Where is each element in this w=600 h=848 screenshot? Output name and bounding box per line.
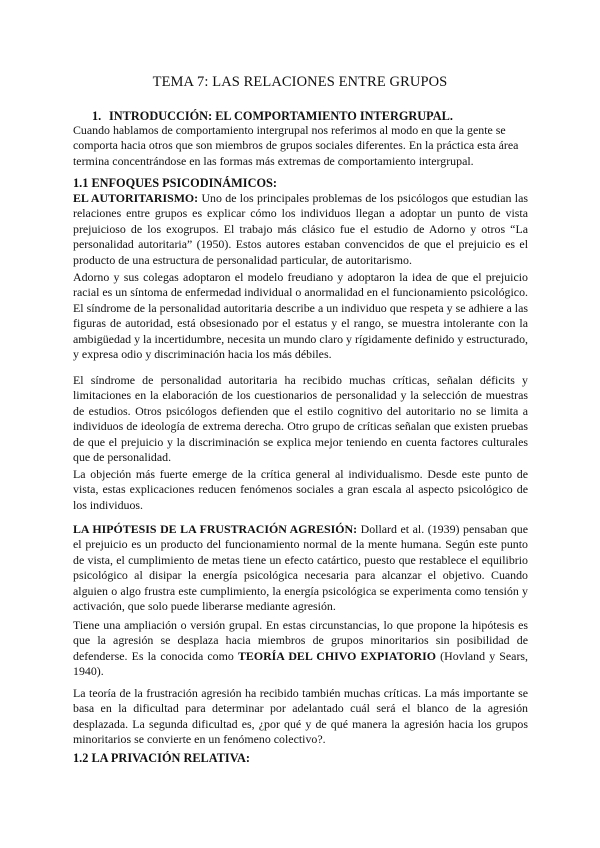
intro-heading-number: 1. (92, 109, 102, 123)
intro-heading (92, 109, 453, 124)
autoritarismo-label: EL AUTORITARISMO: (73, 191, 199, 205)
adorno-paragraph: Adorno y sus colegas adoptaron el modelo freudiano y adoptaron la idea de que el prejuicio racial es un síntoma de enfermedad individual o anormalidad en el funcionamiento psicológico. El síndrome de la personalidad autoritaria describe a un individuo que respeta y se adhiere a las figuras de autoridad, está obsesionado por el estatus y el rango, se muestra intolerante con la ambigüedad y la incertidumbre, necesita un mundo claro y rígidamente definido y estructurado, y expresa odio y discriminación hacia los más débiles. (73, 270, 528, 362)
chivo-text-b: (Hovland y Sears, 1940). (73, 648, 528, 679)
autoritarismo-paragraph (73, 191, 528, 268)
intro-heading-text: INTRODUCCIÓN: EL COMPORTAMIENTO INTERGRUPAL. (109, 109, 453, 123)
section-1-2-heading: 1.2 LA PRIVACIÓN RELATIVA: (73, 751, 250, 765)
autoritarismo-text: Uno de los principales problemas de los psicólogos que estudian las relaciones entre grupos es explicar cómo los individuos llegan a adoptar un punto de vista prejuicioso de los exogrupos. El trabajo más clásico fue el estudio de Adorno y otros “La personalidad autoritaria” (1950). Estos autores estaban convencidos de que el prejuicio es el producto de una estructura de personalidad particular, de autoritarismo. (73, 191, 528, 267)
intro-paragraph: Cuando hablamos de comportamiento intergrupal nos referimos al modo en que la gente se comporta hacia otros que son miembros de grupos sociales diferentes. En la práctica esta área termina concentrándose en las formas más extremas de comportamiento intergrupal. (73, 123, 519, 168)
individualismo-paragraph: La objeción más fuerte emerge de la crítica general al individualismo. Desde este punto de vista, estas explicaciones reducen fenómenos sociales a gran escala al aspecto psicológico de los individuos. (73, 467, 528, 512)
chivo-text-a: Tiene una ampliación o versión grupal. En estas circunstancias, lo que propone la hipótesis es que la agresión se desplaza hacia miembros de grupos minoritarios sin posibilidad de defenderse. Es la conocida como (73, 618, 528, 663)
frustracion-text: Dollard et al. (1939) pensaban que el prejuicio es un producto del funcionamiento normal de la mente humana. Según este punto de vista, el cumplimiento de metas tiene un efecto catártico, puesto que restablece el equilibrio psicológico al disipar la energía psicológica necesaria para alcanzar el objetivo. Cuando alguien o algo frustra este cumplimiento, la energía psicológica se experimenta como tensión y activación, que solo puede liberarse mediante agresión. (73, 522, 528, 614)
criticas-frustracion-paragraph: La teoría de la frustración agresión ha recibido también muchas críticas. La más importante se basa en la dificultad para determinar por adelantado cuál será el blanco de la agresión desplazada. La segunda dificultad es, ¿por qué y de qué manera la agresión hacia los grupos minoritarios se convierte en un fenómeno colectivo?. (73, 686, 528, 747)
document-title: TEMA 7: LAS RELACIONES ENTRE GRUPOS (152, 74, 448, 90)
criticas-paragraph: El síndrome de personalidad autoritaria ha recibido muchas críticas, señalan déficits y limitaciones en la elaboración de los cuestionarios de personalidad y la selección de muestras de estudios. Otros psicólogos defienden que el estilo cognitivo del autoritario no se limita a individuos de ideología de extrema derecha. Otro grupo de críticas señalan que existen pruebas de que el prejuicio y la discriminación se explica mejor teniendo en cuenta factores culturales que de personalidad. (73, 373, 528, 465)
frustracion-label: LA HIPÓTESIS DE LA FRUSTRACIÓN AGRESIÓN: (73, 522, 358, 536)
chivo-expiatorio-paragraph (73, 618, 528, 680)
chivo-expiatorio-term: TEORÍA DEL CHIVO EXPIATORIO (237, 648, 437, 663)
section-1-1-heading: 1.1 ENFOQUES PSICODINÁMICOS: (73, 176, 277, 190)
frustracion-paragraph (73, 522, 528, 614)
